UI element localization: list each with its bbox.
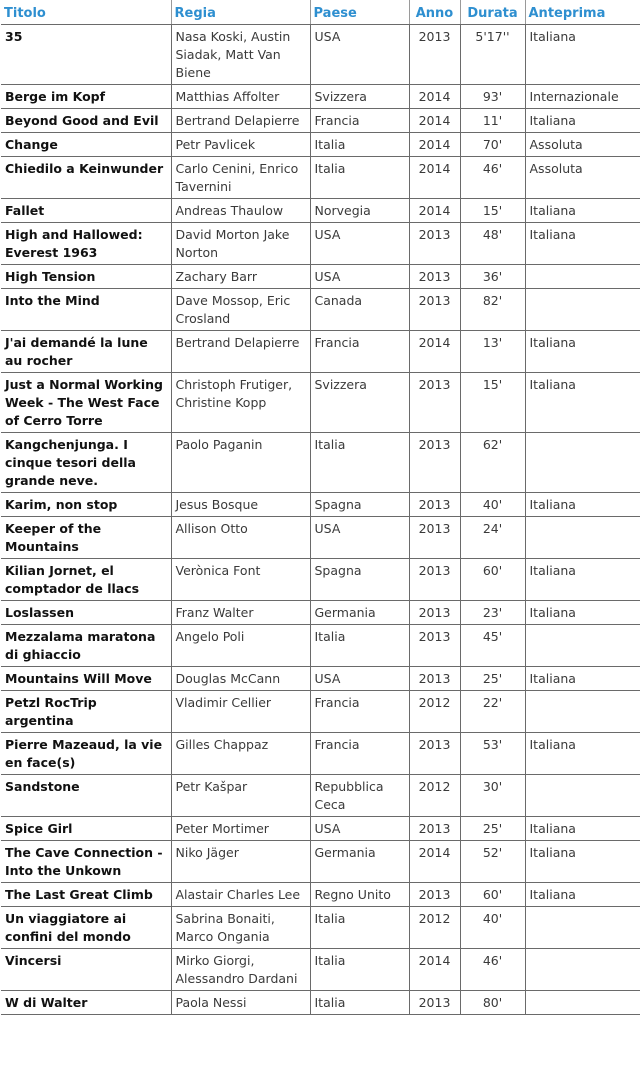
table-row bbox=[1, 157, 640, 199]
cell-country: Francia bbox=[310, 691, 409, 733]
cell-premiere: Italiana bbox=[525, 883, 640, 907]
table-row bbox=[1, 25, 640, 85]
cell-duration: 25' bbox=[460, 817, 525, 841]
table-row bbox=[1, 109, 640, 133]
cell-premiere bbox=[525, 517, 640, 559]
cell-title: Loslassen bbox=[1, 601, 171, 625]
cell-country: Francia bbox=[310, 733, 409, 775]
cell-premiere: Italiana bbox=[525, 199, 640, 223]
cell-director: Franz Walter bbox=[171, 601, 310, 625]
cell-country: Italia bbox=[310, 991, 409, 1015]
cell-duration: 48' bbox=[460, 223, 525, 265]
cell-title: Berge im Kopf bbox=[1, 85, 171, 109]
cell-premiere: Internazionale bbox=[525, 85, 640, 109]
table-row bbox=[1, 199, 640, 223]
cell-duration: 46' bbox=[460, 949, 525, 991]
cell-premiere bbox=[525, 265, 640, 289]
cell-director: Alastair Charles Lee bbox=[171, 883, 310, 907]
cell-title: High and Hallowed: Everest 1963 bbox=[1, 223, 171, 265]
cell-duration: 25' bbox=[460, 667, 525, 691]
cell-title: Karim, non stop bbox=[1, 493, 171, 517]
film-rows bbox=[1, 25, 640, 1015]
cell-title: Change bbox=[1, 133, 171, 157]
cell-duration: 60' bbox=[460, 883, 525, 907]
cell-director: Paolo Paganin bbox=[171, 433, 310, 493]
cell-year: 2014 bbox=[409, 331, 460, 373]
col-header-premiere: Anteprima bbox=[525, 0, 640, 25]
cell-director: Zachary Barr bbox=[171, 265, 310, 289]
cell-premiere: Assoluta bbox=[525, 133, 640, 157]
cell-duration: 52' bbox=[460, 841, 525, 883]
cell-title: Kangchenjunga. I cinque tesori della grande neve. bbox=[1, 433, 171, 493]
cell-country: Germania bbox=[310, 601, 409, 625]
cell-country: Germania bbox=[310, 841, 409, 883]
cell-director: David Morton Jake Norton bbox=[171, 223, 310, 265]
cell-duration: 5'17'' bbox=[460, 25, 525, 85]
cell-title: W di Walter bbox=[1, 991, 171, 1015]
cell-title: Sandstone bbox=[1, 775, 171, 817]
cell-premiere bbox=[525, 289, 640, 331]
table-row bbox=[1, 907, 640, 949]
cell-country: Italia bbox=[310, 433, 409, 493]
cell-title: Pierre Mazeaud, la vie en face(s) bbox=[1, 733, 171, 775]
cell-title: Beyond Good and Evil bbox=[1, 109, 171, 133]
cell-premiere: Italiana bbox=[525, 373, 640, 433]
cell-year: 2012 bbox=[409, 907, 460, 949]
cell-premiere: Italiana bbox=[525, 559, 640, 601]
cell-country: Francia bbox=[310, 109, 409, 133]
cell-duration: 53' bbox=[460, 733, 525, 775]
col-header-country: Paese bbox=[310, 0, 409, 25]
cell-director: Christoph Frutiger, Christine Kopp bbox=[171, 373, 310, 433]
cell-director: Niko Jäger bbox=[171, 841, 310, 883]
cell-duration: 62' bbox=[460, 433, 525, 493]
cell-premiere: Italiana bbox=[525, 817, 640, 841]
table-row bbox=[1, 949, 640, 991]
cell-year: 2012 bbox=[409, 775, 460, 817]
table-row bbox=[1, 625, 640, 667]
cell-country: Italia bbox=[310, 907, 409, 949]
film-table bbox=[1, 0, 640, 1015]
table-row bbox=[1, 373, 640, 433]
cell-premiere bbox=[525, 907, 640, 949]
cell-year: 2014 bbox=[409, 133, 460, 157]
cell-duration: 60' bbox=[460, 559, 525, 601]
cell-premiere bbox=[525, 775, 640, 817]
cell-year: 2013 bbox=[409, 493, 460, 517]
cell-title: Just a Normal Working Week - The West Face of Cerro Torre bbox=[1, 373, 171, 433]
cell-year: 2014 bbox=[409, 85, 460, 109]
table-row bbox=[1, 289, 640, 331]
cell-premiere bbox=[525, 991, 640, 1015]
cell-title: Kilian Jornet, el comptador de llacs bbox=[1, 559, 171, 601]
cell-country: USA bbox=[310, 517, 409, 559]
cell-premiere bbox=[525, 625, 640, 667]
table-row bbox=[1, 733, 640, 775]
cell-duration: 40' bbox=[460, 493, 525, 517]
cell-duration: 11' bbox=[460, 109, 525, 133]
cell-premiere: Italiana bbox=[525, 331, 640, 373]
cell-duration: 82' bbox=[460, 289, 525, 331]
table-row bbox=[1, 775, 640, 817]
cell-duration: 40' bbox=[460, 907, 525, 949]
cell-premiere: Italiana bbox=[525, 733, 640, 775]
cell-director: Dave Mossop, Eric Crosland bbox=[171, 289, 310, 331]
cell-director: Mirko Giorgi, Alessandro Dardani bbox=[171, 949, 310, 991]
cell-year: 2013 bbox=[409, 733, 460, 775]
cell-country: USA bbox=[310, 265, 409, 289]
cell-premiere: Italiana bbox=[525, 667, 640, 691]
cell-country: Regno Unito bbox=[310, 883, 409, 907]
cell-year: 2014 bbox=[409, 157, 460, 199]
cell-premiere: Italiana bbox=[525, 25, 640, 85]
cell-year: 2013 bbox=[409, 883, 460, 907]
cell-title: Fallet bbox=[1, 199, 171, 223]
cell-director: Nasa Koski, Austin Siadak, Matt Van Biene bbox=[171, 25, 310, 85]
cell-director: Angelo Poli bbox=[171, 625, 310, 667]
col-header-director: Regia bbox=[171, 0, 310, 25]
cell-year: 2013 bbox=[409, 625, 460, 667]
cell-country: Spagna bbox=[310, 493, 409, 517]
cell-title: Into the Mind bbox=[1, 289, 171, 331]
cell-premiere bbox=[525, 433, 640, 493]
header-row bbox=[1, 0, 640, 25]
cell-duration: 70' bbox=[460, 133, 525, 157]
cell-premiere: Italiana bbox=[525, 109, 640, 133]
table-row bbox=[1, 331, 640, 373]
cell-premiere: Assoluta bbox=[525, 157, 640, 199]
cell-country: Spagna bbox=[310, 559, 409, 601]
cell-country: USA bbox=[310, 223, 409, 265]
cell-director: Verònica Font bbox=[171, 559, 310, 601]
cell-duration: 15' bbox=[460, 199, 525, 223]
table-row bbox=[1, 883, 640, 907]
cell-director: Carlo Cenini, Enrico Tavernini bbox=[171, 157, 310, 199]
cell-country: Italia bbox=[310, 157, 409, 199]
cell-premiere bbox=[525, 949, 640, 991]
cell-director: Matthias Affolter bbox=[171, 85, 310, 109]
cell-title: Chiedilo a Keinwunder bbox=[1, 157, 171, 199]
cell-title: Un viaggiatore ai confini del mondo bbox=[1, 907, 171, 949]
cell-title: J'ai demandé la lune au rocher bbox=[1, 331, 171, 373]
cell-title: The Cave Connection - Into the Unkown bbox=[1, 841, 171, 883]
table-row bbox=[1, 691, 640, 733]
cell-country: Italia bbox=[310, 949, 409, 991]
cell-title: Mezzalama maratona di ghiaccio bbox=[1, 625, 171, 667]
cell-director: Douglas McCann bbox=[171, 667, 310, 691]
cell-duration: 93' bbox=[460, 85, 525, 109]
table-row bbox=[1, 991, 640, 1015]
col-header-duration: Durata bbox=[460, 0, 525, 25]
cell-year: 2013 bbox=[409, 991, 460, 1015]
cell-director: Bertrand Delapierre bbox=[171, 331, 310, 373]
cell-duration: 36' bbox=[460, 265, 525, 289]
cell-title: The Last Great Climb bbox=[1, 883, 171, 907]
cell-country: Italia bbox=[310, 625, 409, 667]
table-row bbox=[1, 841, 640, 883]
cell-country: Svizzera bbox=[310, 373, 409, 433]
cell-year: 2013 bbox=[409, 373, 460, 433]
cell-director: Petr Pavlicek bbox=[171, 133, 310, 157]
cell-duration: 23' bbox=[460, 601, 525, 625]
cell-title: Mountains Will Move bbox=[1, 667, 171, 691]
cell-country: Repubblica Ceca bbox=[310, 775, 409, 817]
cell-title: Keeper of the Mountains bbox=[1, 517, 171, 559]
cell-director: Vladimir Cellier bbox=[171, 691, 310, 733]
cell-director: Paola Nessi bbox=[171, 991, 310, 1015]
table-row bbox=[1, 817, 640, 841]
cell-duration: 22' bbox=[460, 691, 525, 733]
cell-director: Jesus Bosque bbox=[171, 493, 310, 517]
cell-duration: 80' bbox=[460, 991, 525, 1015]
col-header-year: Anno bbox=[409, 0, 460, 25]
table-row bbox=[1, 433, 640, 493]
table-row bbox=[1, 559, 640, 601]
cell-director: Gilles Chappaz bbox=[171, 733, 310, 775]
table-row bbox=[1, 85, 640, 109]
cell-year: 2013 bbox=[409, 601, 460, 625]
cell-country: USA bbox=[310, 667, 409, 691]
table-row bbox=[1, 493, 640, 517]
cell-country: Canada bbox=[310, 289, 409, 331]
cell-country: Norvegia bbox=[310, 199, 409, 223]
cell-duration: 13' bbox=[460, 331, 525, 373]
cell-director: Allison Otto bbox=[171, 517, 310, 559]
cell-year: 2013 bbox=[409, 25, 460, 85]
cell-director: Bertrand Delapierre bbox=[171, 109, 310, 133]
cell-premiere: Italiana bbox=[525, 841, 640, 883]
table-row bbox=[1, 667, 640, 691]
cell-year: 2014 bbox=[409, 109, 460, 133]
cell-director: Peter Mortimer bbox=[171, 817, 310, 841]
cell-year: 2014 bbox=[409, 949, 460, 991]
cell-country: USA bbox=[310, 25, 409, 85]
cell-duration: 45' bbox=[460, 625, 525, 667]
cell-title: Petzl RocTrip argentina bbox=[1, 691, 171, 733]
cell-year: 2013 bbox=[409, 265, 460, 289]
cell-country: USA bbox=[310, 817, 409, 841]
cell-premiere: Italiana bbox=[525, 223, 640, 265]
table-row bbox=[1, 601, 640, 625]
cell-year: 2013 bbox=[409, 517, 460, 559]
cell-year: 2014 bbox=[409, 841, 460, 883]
cell-title: Vincersi bbox=[1, 949, 171, 991]
cell-year: 2013 bbox=[409, 433, 460, 493]
col-header-title: Titolo bbox=[1, 0, 171, 25]
cell-premiere: Italiana bbox=[525, 601, 640, 625]
cell-country: Francia bbox=[310, 331, 409, 373]
cell-year: 2014 bbox=[409, 199, 460, 223]
cell-duration: 46' bbox=[460, 157, 525, 199]
cell-title: 35 bbox=[1, 25, 171, 85]
cell-director: Andreas Thaulow bbox=[171, 199, 310, 223]
cell-duration: 30' bbox=[460, 775, 525, 817]
cell-director: Petr Kašpar bbox=[171, 775, 310, 817]
cell-year: 2013 bbox=[409, 289, 460, 331]
cell-year: 2012 bbox=[409, 691, 460, 733]
cell-director: Sabrina Bonaiti, Marco Ongania bbox=[171, 907, 310, 949]
cell-duration: 15' bbox=[460, 373, 525, 433]
cell-year: 2013 bbox=[409, 667, 460, 691]
cell-duration: 24' bbox=[460, 517, 525, 559]
table-row bbox=[1, 517, 640, 559]
cell-title: Spice Girl bbox=[1, 817, 171, 841]
cell-year: 2013 bbox=[409, 223, 460, 265]
cell-year: 2013 bbox=[409, 817, 460, 841]
table-row bbox=[1, 133, 640, 157]
table-row bbox=[1, 223, 640, 265]
cell-title: High Tension bbox=[1, 265, 171, 289]
table-row bbox=[1, 265, 640, 289]
cell-country: Svizzera bbox=[310, 85, 409, 109]
cell-year: 2013 bbox=[409, 559, 460, 601]
cell-country: Italia bbox=[310, 133, 409, 157]
cell-premiere: Italiana bbox=[525, 493, 640, 517]
cell-premiere bbox=[525, 691, 640, 733]
